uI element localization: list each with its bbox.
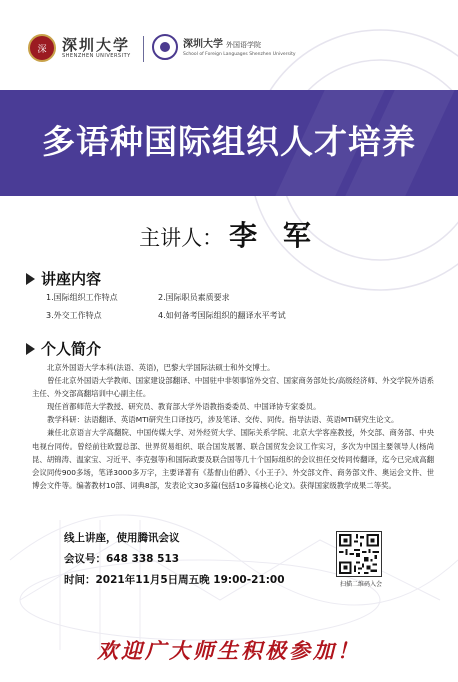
welcome-message: 欢迎广大师生积极参加！: [97, 638, 361, 663]
szu-name-cn: 深圳大学: [62, 36, 131, 54]
topic-item: 3.外交工作特点: [46, 311, 102, 320]
sfl-logo: [152, 34, 296, 60]
sfl-name-en: School of Foreign Languages Shenzhen University: [183, 51, 296, 57]
bio-paragraph: 曾任北京外国语大学教师、国家建设部翻译、中国驻中非领事馆外交官、国家商务部处长/高级经济师、外交学院外语系主任、外交部高翻培训中心副主任。: [32, 376, 434, 399]
header: [0, 0, 458, 92]
topic-item: 2.国际职员素质要求: [158, 293, 230, 302]
meeting-mode: 线上讲座，使用腾讯会议: [64, 532, 180, 544]
topics-list: [46, 292, 346, 321]
szu-name-en: SHENZHEN UNIVERSITY: [62, 53, 131, 59]
sfl-name-sub: 外国语学院: [226, 40, 261, 49]
bio-paragraph: 兼任北京语言大学高翻院、中国传媒大学、对外经贸大学、国际关系学院、北京大学客座教授，外交部、商务部、中央电视台同传。曾经前往欧盟总部、世界贸易组织、联合国发展署、联合国贸发会议工作实习，多次为中国主要领导人(杨尚昆、胡锦涛、温家宝、习近平、李克强等)和国际政要及联合国等几十个国际组织的会议担任交传同传翻译，迄今已完成高翻会议同传900多场，笔译3000多万字，主要译著有《基督山伯爵》、《小王子》、外交部文件、商务部文件、奥运会文件、世博会文件等。编著教材10部、词典8部，发表论文30多篇(包括10多篇核心论文)。获得国家级教学成果二等奖。: [32, 428, 434, 490]
title-banner: [0, 90, 458, 196]
qr-code-icon[interactable]: [336, 531, 382, 577]
meeting-time: 时间：2021年11月5日周五晚 19:00-21:00: [64, 574, 285, 586]
topics-heading: [26, 268, 101, 289]
speaker-label: 主讲人：: [139, 226, 224, 250]
topic-item: 4.如何备考国际组织的翻译水平考试: [158, 311, 286, 320]
bio-heading-text: 个人简介: [41, 340, 102, 358]
meeting-info: [64, 528, 285, 591]
triangle-bullet-icon: [26, 273, 35, 285]
sfl-name-cn: [183, 38, 296, 52]
bio-paragraph: 教学科研：法语翻译、英语MTI研究生口译技巧，涉及笔译、交传、同传。指导法语、英语MTI研究生论文。: [47, 415, 399, 425]
bio-paragraph: 北京外国语大学本科(法语、英语)，巴黎大学国际法硕士和外交博士。: [47, 363, 275, 372]
qr-label: 扫描二维码入会: [339, 581, 382, 588]
logo-divider: [143, 36, 144, 62]
bio-paragraph: 现任首都师范大学教授、研究员、教育部大学外语教指委委员、中国译协专家委员。: [47, 402, 321, 412]
sfl-name-main: 深圳大学: [183, 38, 223, 50]
topic-item: 1.国际组织工作特点: [46, 293, 118, 302]
triangle-bullet-icon: [26, 343, 35, 355]
page-title: 多语种国际组织人才培养: [42, 122, 416, 161]
meeting-id: 会议号：648 338 513: [64, 553, 180, 565]
szu-seal-icon: 深: [28, 34, 56, 62]
speaker-name: 李 军: [229, 219, 319, 252]
speaker-line: [0, 214, 458, 254]
topics-heading-text: 讲座内容: [41, 270, 102, 288]
szu-logo: [28, 34, 131, 62]
sfl-seal-icon: [152, 34, 178, 60]
bio-heading: [26, 338, 101, 359]
bio-text: [32, 361, 434, 492]
